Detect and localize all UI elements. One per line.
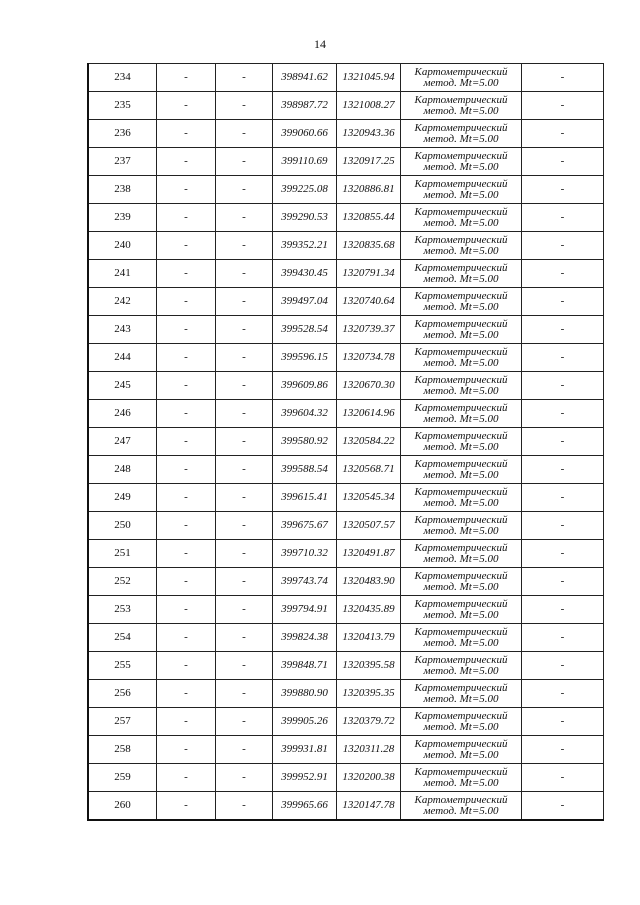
- point-number-cell: 253: [88, 596, 157, 624]
- empty-value-cell: -: [157, 344, 216, 372]
- description-cell: -: [522, 400, 604, 428]
- method-line-2: метод. Mt=5.00: [423, 804, 499, 817]
- table-row: [88, 316, 604, 344]
- point-number-cell: 241: [88, 260, 157, 288]
- point-number-cell: 256: [88, 680, 157, 708]
- empty-value-cell: -: [216, 204, 273, 232]
- x-coordinate-cell: 399110.69: [273, 148, 337, 176]
- description-cell: -: [522, 512, 604, 540]
- y-coordinate-cell: 1320379.72: [337, 708, 401, 736]
- method-line-2: метод. Mt=5.00: [423, 216, 499, 229]
- method-line-2: метод. Mt=5.00: [423, 496, 499, 509]
- description-cell: -: [522, 288, 604, 316]
- table-row: [88, 708, 604, 736]
- y-coordinate-cell: 1320835.68: [337, 232, 401, 260]
- empty-value-cell: -: [157, 372, 216, 400]
- point-number-cell: 254: [88, 624, 157, 652]
- y-coordinate-cell: 1320739.37: [337, 316, 401, 344]
- table-row: [88, 148, 604, 176]
- table-row: [88, 652, 604, 680]
- empty-value-cell: -: [216, 120, 273, 148]
- method-line-2: метод. Mt=5.00: [423, 104, 499, 117]
- empty-value-cell: -: [157, 568, 216, 596]
- x-coordinate-cell: 399596.15: [273, 344, 337, 372]
- method-line-2: метод. Mt=5.00: [423, 636, 499, 649]
- y-coordinate-cell: 1320311.28: [337, 736, 401, 764]
- method-cell: [401, 568, 522, 596]
- method-line-1: Картометрический: [414, 93, 508, 106]
- y-coordinate-cell: 1320670.30: [337, 372, 401, 400]
- x-coordinate-cell: 399848.71: [273, 652, 337, 680]
- x-coordinate-cell: 399290.53: [273, 204, 337, 232]
- empty-value-cell: -: [157, 148, 216, 176]
- method-cell: [401, 456, 522, 484]
- y-coordinate-cell: 1321008.27: [337, 92, 401, 120]
- empty-value-cell: -: [157, 764, 216, 792]
- empty-value-cell: -: [157, 400, 216, 428]
- table-row: [88, 596, 604, 624]
- x-coordinate-cell: 399225.08: [273, 176, 337, 204]
- description-cell: -: [522, 64, 604, 92]
- empty-value-cell: -: [157, 540, 216, 568]
- empty-value-cell: -: [157, 792, 216, 821]
- y-coordinate-cell: 1320917.25: [337, 148, 401, 176]
- description-cell: -: [522, 232, 604, 260]
- method-line-2: метод. Mt=5.00: [423, 580, 499, 593]
- table-row: [88, 568, 604, 596]
- description-cell: -: [522, 372, 604, 400]
- y-coordinate-cell: 1320435.89: [337, 596, 401, 624]
- table-row: [88, 92, 604, 120]
- empty-value-cell: -: [216, 316, 273, 344]
- method-line-1: Картометрический: [414, 177, 508, 190]
- method-cell: [401, 288, 522, 316]
- empty-value-cell: -: [157, 456, 216, 484]
- x-coordinate-cell: 399497.04: [273, 288, 337, 316]
- table-row: [88, 540, 604, 568]
- method-line-1: Картометрический: [414, 625, 508, 638]
- y-coordinate-cell: 1320584.22: [337, 428, 401, 456]
- empty-value-cell: -: [216, 652, 273, 680]
- x-coordinate-cell: 399931.81: [273, 736, 337, 764]
- method-line-2: метод. Mt=5.00: [423, 356, 499, 369]
- description-cell: -: [522, 316, 604, 344]
- method-line-1: Картометрический: [414, 233, 508, 246]
- point-number-cell: 237: [88, 148, 157, 176]
- table-row: [88, 512, 604, 540]
- method-line-1: Картометрический: [414, 345, 508, 358]
- description-cell: -: [522, 456, 604, 484]
- description-cell: -: [522, 624, 604, 652]
- empty-value-cell: -: [157, 176, 216, 204]
- y-coordinate-cell: 1320545.34: [337, 484, 401, 512]
- method-line-2: метод. Mt=5.00: [423, 244, 499, 257]
- point-number-cell: 248: [88, 456, 157, 484]
- method-line-1: Картометрический: [414, 569, 508, 582]
- method-cell: [401, 792, 522, 821]
- empty-value-cell: -: [157, 512, 216, 540]
- table-row: [88, 204, 604, 232]
- table-row: [88, 344, 604, 372]
- method-line-2: метод. Mt=5.00: [423, 720, 499, 733]
- method-line-1: Картометрический: [414, 793, 508, 806]
- method-cell: [401, 204, 522, 232]
- method-line-2: метод. Mt=5.00: [423, 412, 499, 425]
- y-coordinate-cell: 1320507.57: [337, 512, 401, 540]
- description-cell: -: [522, 120, 604, 148]
- method-line-2: метод. Mt=5.00: [423, 524, 499, 537]
- method-line-2: метод. Mt=5.00: [423, 664, 499, 677]
- empty-value-cell: -: [216, 736, 273, 764]
- point-number-cell: 260: [88, 792, 157, 821]
- y-coordinate-cell: 1320147.78: [337, 792, 401, 821]
- method-cell: [401, 92, 522, 120]
- empty-value-cell: -: [157, 596, 216, 624]
- method-line-2: метод. Mt=5.00: [423, 748, 499, 761]
- y-coordinate-cell: 1320734.78: [337, 344, 401, 372]
- empty-value-cell: -: [216, 400, 273, 428]
- method-line-2: метод. Mt=5.00: [423, 328, 499, 341]
- method-cell: [401, 540, 522, 568]
- method-line-1: Картометрический: [414, 653, 508, 666]
- method-line-1: Картометрический: [414, 317, 508, 330]
- point-number-cell: 246: [88, 400, 157, 428]
- coordinates-table: [87, 63, 604, 821]
- x-coordinate-cell: 399430.45: [273, 260, 337, 288]
- description-cell: -: [522, 428, 604, 456]
- y-coordinate-cell: 1320200.38: [337, 764, 401, 792]
- empty-value-cell: -: [216, 792, 273, 821]
- y-coordinate-cell: 1320886.81: [337, 176, 401, 204]
- description-cell: -: [522, 736, 604, 764]
- empty-value-cell: -: [157, 708, 216, 736]
- y-coordinate-cell: 1320395.35: [337, 680, 401, 708]
- description-cell: -: [522, 568, 604, 596]
- method-cell: [401, 680, 522, 708]
- point-number-cell: 259: [88, 764, 157, 792]
- method-cell: [401, 652, 522, 680]
- method-line-1: Картометрический: [414, 485, 508, 498]
- point-number-cell: 242: [88, 288, 157, 316]
- description-cell: -: [522, 764, 604, 792]
- empty-value-cell: -: [157, 92, 216, 120]
- y-coordinate-cell: 1320483.90: [337, 568, 401, 596]
- point-number-cell: 243: [88, 316, 157, 344]
- empty-value-cell: -: [216, 764, 273, 792]
- empty-value-cell: -: [216, 568, 273, 596]
- method-cell: [401, 120, 522, 148]
- page-number: 14: [314, 37, 326, 51]
- x-coordinate-cell: 399060.66: [273, 120, 337, 148]
- x-coordinate-cell: 399588.54: [273, 456, 337, 484]
- table-row: [88, 372, 604, 400]
- empty-value-cell: -: [216, 232, 273, 260]
- empty-value-cell: -: [157, 120, 216, 148]
- point-number-cell: 236: [88, 120, 157, 148]
- y-coordinate-cell: 1321045.94: [337, 64, 401, 92]
- method-cell: [401, 708, 522, 736]
- method-line-2: метод. Mt=5.00: [423, 692, 499, 705]
- table-body: [88, 64, 604, 821]
- empty-value-cell: -: [216, 372, 273, 400]
- point-number-cell: 235: [88, 92, 157, 120]
- x-coordinate-cell: 399710.32: [273, 540, 337, 568]
- method-cell: [401, 148, 522, 176]
- point-number-cell: 239: [88, 204, 157, 232]
- method-cell: [401, 428, 522, 456]
- method-line-2: метод. Mt=5.00: [423, 160, 499, 173]
- empty-value-cell: -: [157, 288, 216, 316]
- x-coordinate-cell: 399604.32: [273, 400, 337, 428]
- method-line-1: Картометрический: [414, 205, 508, 218]
- method-line-2: метод. Mt=5.00: [423, 272, 499, 285]
- point-number-cell: 245: [88, 372, 157, 400]
- empty-value-cell: -: [216, 148, 273, 176]
- method-cell: [401, 176, 522, 204]
- description-cell: -: [522, 540, 604, 568]
- empty-value-cell: -: [216, 92, 273, 120]
- x-coordinate-cell: 398941.62: [273, 64, 337, 92]
- method-cell: [401, 512, 522, 540]
- x-coordinate-cell: 399880.90: [273, 680, 337, 708]
- table-row: [88, 624, 604, 652]
- point-number-cell: 250: [88, 512, 157, 540]
- method-line-1: Картометрический: [414, 737, 508, 750]
- table-row: [88, 428, 604, 456]
- method-cell: [401, 596, 522, 624]
- method-cell: [401, 764, 522, 792]
- method-line-1: Картометрический: [414, 597, 508, 610]
- table-row: [88, 484, 604, 512]
- method-cell: [401, 316, 522, 344]
- empty-value-cell: -: [216, 260, 273, 288]
- method-line-1: Картометрический: [414, 289, 508, 302]
- description-cell: -: [522, 344, 604, 372]
- empty-value-cell: -: [216, 708, 273, 736]
- method-cell: [401, 484, 522, 512]
- description-cell: -: [522, 652, 604, 680]
- description-cell: -: [522, 260, 604, 288]
- description-cell: -: [522, 708, 604, 736]
- point-number-cell: 234: [88, 64, 157, 92]
- empty-value-cell: -: [216, 624, 273, 652]
- x-coordinate-cell: 399528.54: [273, 316, 337, 344]
- y-coordinate-cell: 1320568.71: [337, 456, 401, 484]
- empty-value-cell: -: [216, 288, 273, 316]
- method-line-2: метод. Mt=5.00: [423, 776, 499, 789]
- empty-value-cell: -: [157, 736, 216, 764]
- x-coordinate-cell: 399615.41: [273, 484, 337, 512]
- table-row: [88, 792, 604, 821]
- description-cell: -: [522, 92, 604, 120]
- point-number-cell: 247: [88, 428, 157, 456]
- method-line-2: метод. Mt=5.00: [423, 132, 499, 145]
- y-coordinate-cell: 1320413.79: [337, 624, 401, 652]
- method-line-1: Картометрический: [414, 513, 508, 526]
- method-line-2: метод. Mt=5.00: [423, 384, 499, 397]
- x-coordinate-cell: 399675.67: [273, 512, 337, 540]
- empty-value-cell: -: [216, 456, 273, 484]
- method-line-2: метод. Mt=5.00: [423, 608, 499, 621]
- point-number-cell: 257: [88, 708, 157, 736]
- method-line-2: метод. Mt=5.00: [423, 188, 499, 201]
- y-coordinate-cell: 1320491.87: [337, 540, 401, 568]
- empty-value-cell: -: [157, 624, 216, 652]
- x-coordinate-cell: 399824.38: [273, 624, 337, 652]
- empty-value-cell: -: [157, 204, 216, 232]
- method-line-2: метод. Mt=5.00: [423, 468, 499, 481]
- x-coordinate-cell: 399905.26: [273, 708, 337, 736]
- x-coordinate-cell: 399352.21: [273, 232, 337, 260]
- table-row: [88, 736, 604, 764]
- method-cell: [401, 64, 522, 92]
- method-line-1: Картометрический: [414, 401, 508, 414]
- method-cell: [401, 624, 522, 652]
- description-cell: -: [522, 484, 604, 512]
- description-cell: -: [522, 148, 604, 176]
- x-coordinate-cell: 399965.66: [273, 792, 337, 821]
- empty-value-cell: -: [157, 64, 216, 92]
- x-coordinate-cell: 399580.92: [273, 428, 337, 456]
- table-row: [88, 288, 604, 316]
- method-line-1: Картометрический: [414, 261, 508, 274]
- point-number-cell: 258: [88, 736, 157, 764]
- method-cell: [401, 232, 522, 260]
- method-cell: [401, 400, 522, 428]
- description-cell: -: [522, 792, 604, 821]
- method-line-1: Картометрический: [414, 765, 508, 778]
- method-line-1: Картометрический: [414, 457, 508, 470]
- method-line-1: Картометрический: [414, 149, 508, 162]
- table-row: [88, 400, 604, 428]
- description-cell: -: [522, 596, 604, 624]
- y-coordinate-cell: 1320943.36: [337, 120, 401, 148]
- point-number-cell: 251: [88, 540, 157, 568]
- table-row: [88, 176, 604, 204]
- y-coordinate-cell: 1320614.96: [337, 400, 401, 428]
- x-coordinate-cell: 399794.91: [273, 596, 337, 624]
- method-line-2: метод. Mt=5.00: [423, 76, 499, 89]
- method-line-1: Картометрический: [414, 121, 508, 134]
- empty-value-cell: -: [157, 428, 216, 456]
- method-line-2: метод. Mt=5.00: [423, 300, 499, 313]
- empty-value-cell: -: [216, 596, 273, 624]
- empty-value-cell: -: [216, 484, 273, 512]
- table-row: [88, 232, 604, 260]
- empty-value-cell: -: [157, 260, 216, 288]
- empty-value-cell: -: [157, 680, 216, 708]
- method-line-1: Картометрический: [414, 681, 508, 694]
- x-coordinate-cell: 399743.74: [273, 568, 337, 596]
- empty-value-cell: -: [216, 428, 273, 456]
- empty-value-cell: -: [157, 316, 216, 344]
- point-number-cell: 252: [88, 568, 157, 596]
- method-cell: [401, 736, 522, 764]
- point-number-cell: 238: [88, 176, 157, 204]
- x-coordinate-cell: 399952.91: [273, 764, 337, 792]
- method-line-1: Картометрический: [414, 429, 508, 442]
- method-line-2: метод. Mt=5.00: [423, 440, 499, 453]
- point-number-cell: 244: [88, 344, 157, 372]
- method-line-1: Картометрический: [414, 541, 508, 554]
- empty-value-cell: -: [216, 344, 273, 372]
- empty-value-cell: -: [157, 484, 216, 512]
- table-row: [88, 260, 604, 288]
- y-coordinate-cell: 1320395.58: [337, 652, 401, 680]
- method-line-2: метод. Mt=5.00: [423, 552, 499, 565]
- table-row: [88, 764, 604, 792]
- description-cell: -: [522, 204, 604, 232]
- table-row: [88, 64, 604, 92]
- method-cell: [401, 344, 522, 372]
- point-number-cell: 249: [88, 484, 157, 512]
- point-number-cell: 255: [88, 652, 157, 680]
- empty-value-cell: -: [216, 176, 273, 204]
- y-coordinate-cell: 1320740.64: [337, 288, 401, 316]
- method-cell: [401, 372, 522, 400]
- x-coordinate-cell: 398987.72: [273, 92, 337, 120]
- description-cell: -: [522, 680, 604, 708]
- method-line-1: Картометрический: [414, 709, 508, 722]
- table-row: [88, 120, 604, 148]
- empty-value-cell: -: [216, 64, 273, 92]
- empty-value-cell: -: [157, 652, 216, 680]
- empty-value-cell: -: [216, 512, 273, 540]
- x-coordinate-cell: 399609.86: [273, 372, 337, 400]
- empty-value-cell: -: [157, 232, 216, 260]
- description-cell: -: [522, 176, 604, 204]
- y-coordinate-cell: 1320791.34: [337, 260, 401, 288]
- y-coordinate-cell: 1320855.44: [337, 204, 401, 232]
- empty-value-cell: -: [216, 540, 273, 568]
- method-cell: [401, 260, 522, 288]
- empty-value-cell: -: [216, 680, 273, 708]
- method-line-1: Картометрический: [414, 373, 508, 386]
- point-number-cell: 240: [88, 232, 157, 260]
- table-row: [88, 680, 604, 708]
- table-row: [88, 456, 604, 484]
- method-line-1: Картометрический: [414, 65, 508, 78]
